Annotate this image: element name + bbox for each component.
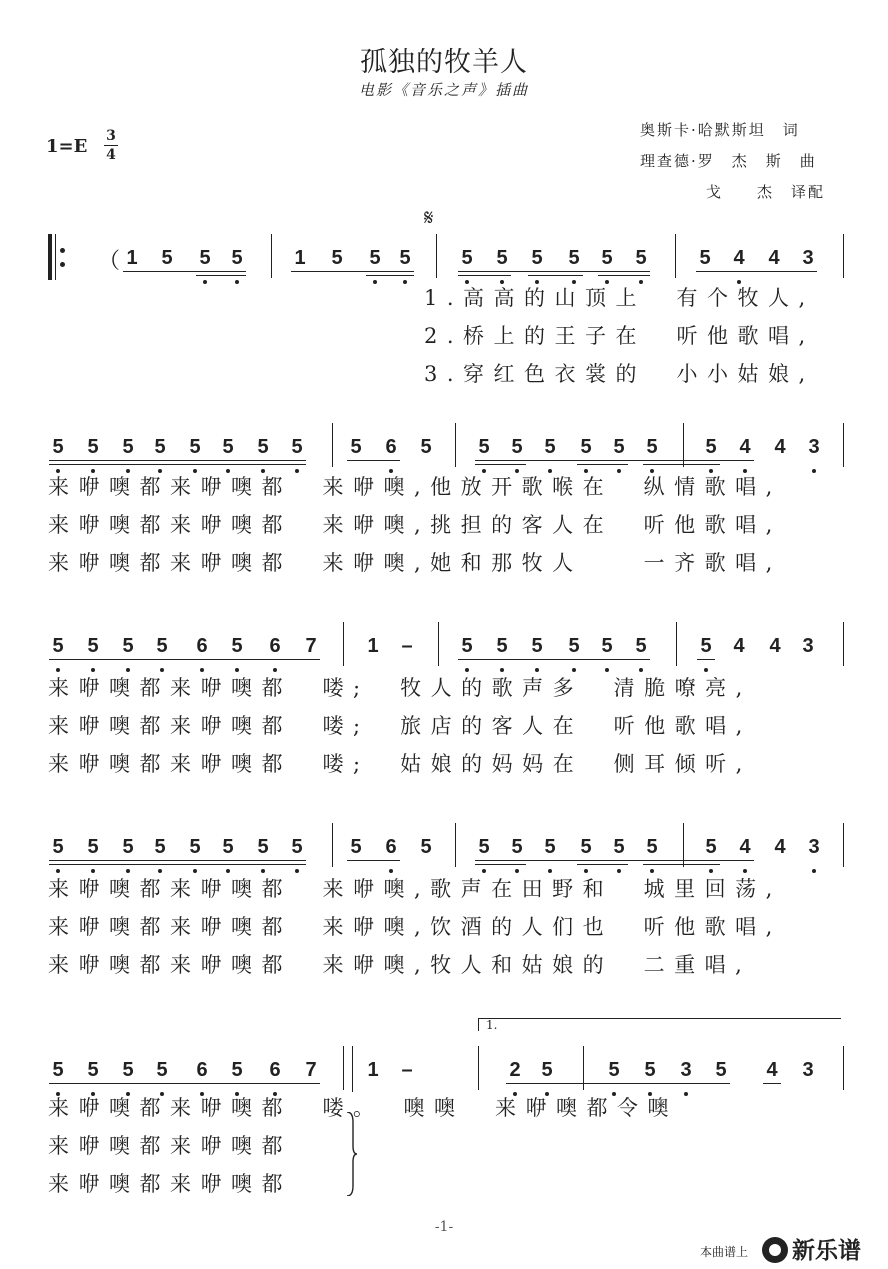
eighth-underline (763, 1083, 781, 1084)
jianpu-note: 5 (541, 1059, 553, 1081)
jianpu-note: 5 (715, 1059, 727, 1081)
jianpu-note: 5 (544, 436, 556, 458)
jianpu-note: 5 (257, 436, 269, 458)
song-subtitle: 电影《音乐之声》插曲 (358, 81, 529, 99)
system-end-bar (352, 1046, 353, 1092)
jianpu-note: 2 (509, 1059, 521, 1081)
jianpu-note: 5 (52, 436, 64, 458)
jianpu-note: 5 (369, 247, 381, 269)
volta-bracket (478, 1018, 841, 1031)
eighth-underline (49, 1083, 320, 1084)
jianpu-note: 5 (222, 836, 234, 858)
jianpu-note: 5 (52, 836, 64, 858)
jianpu-note: 5 (420, 836, 432, 858)
sixteenth-underline (643, 864, 720, 865)
jianpu-note: 5 (87, 436, 99, 458)
sixteenth-underline (598, 275, 650, 276)
jianpu-note: 5 (544, 836, 556, 858)
jianpu-note: 5 (613, 436, 625, 458)
barline (332, 423, 333, 467)
repeat-dot (60, 262, 65, 267)
jianpu-note: 6 (269, 1059, 281, 1081)
jianpu-note: 5 (699, 247, 711, 269)
jianpu-note: 4 (774, 836, 786, 858)
jianpu-note: 5 (580, 836, 592, 858)
repeat-thin-bar (55, 234, 56, 280)
segno-icon: 𝄋 (424, 206, 434, 231)
barline (455, 423, 456, 467)
jianpu-note: 5 (608, 1059, 620, 1081)
jianpu-note: 5 (231, 635, 243, 657)
jianpu-note: 5 (122, 1059, 134, 1081)
jianpu-note: 5 (331, 247, 343, 269)
jianpu-note: 7 (305, 635, 317, 657)
barline (843, 823, 844, 867)
eighth-underline (458, 271, 650, 272)
jianpu-note: 6 (385, 836, 397, 858)
jianpu-note: 4 (739, 436, 751, 458)
jianpu-note: 6 (385, 436, 397, 458)
jianpu-note: 5 (291, 836, 303, 858)
eighth-underline (506, 1083, 730, 1084)
barline (843, 423, 844, 467)
jianpu-note: 5 (613, 836, 625, 858)
jianpu-note: 5 (531, 247, 543, 269)
jianpu-note: 5 (231, 1059, 243, 1081)
jianpu-note: 5 (601, 247, 613, 269)
jianpu-note: 5 (511, 436, 523, 458)
eighth-underline (49, 460, 306, 461)
lyric-line: 来咿噢都来咿噢都 来咿噢,她和那牧人 一齐歌唱, (48, 551, 782, 575)
lyric-line: 来咿噢都来咿噢都 喽; 旅店的客人在 听他歌唱, (48, 714, 752, 738)
jianpu-note: 5 (189, 836, 201, 858)
time-signature-top: 3 (106, 128, 116, 144)
jianpu-note: 5 (496, 635, 508, 657)
barline (843, 1046, 844, 1090)
jianpu-note: 5 (461, 635, 473, 657)
eighth-underline (696, 271, 817, 272)
jianpu-note: 1 (367, 635, 379, 657)
jianpu-note: 5 (635, 247, 647, 269)
jianpu-note: 7 (305, 1059, 317, 1081)
jianpu-note: 5 (122, 635, 134, 657)
jianpu-note: 3 (680, 1059, 692, 1081)
jianpu-note: 5 (350, 436, 362, 458)
jianpu-note: 4 (733, 247, 745, 269)
lyric-line: 来咿噢都来咿噢都 来咿噢,挑担的客人在 听他歌唱, (48, 513, 782, 537)
octave-dot (403, 280, 407, 284)
eighth-underline (702, 860, 754, 861)
octave-dot (203, 280, 207, 284)
page-number: -1- (434, 1219, 454, 1235)
jianpu-note: 5 (461, 247, 473, 269)
jianpu-note: – (401, 635, 413, 657)
jianpu-note: 6 (196, 635, 208, 657)
jianpu-note: 3 (802, 635, 814, 657)
jianpu-note: 5 (399, 247, 411, 269)
lyric-line: 来咿噢都来咿噢都 (48, 1172, 292, 1196)
octave-dot (373, 280, 377, 284)
footer-caption: 本曲谱上 (700, 1245, 749, 1259)
barline (438, 622, 439, 666)
octave-dot (812, 469, 816, 473)
barline (436, 234, 437, 278)
jianpu-note: 5 (154, 436, 166, 458)
jianpu-note: 5 (87, 1059, 99, 1081)
jianpu-note: 5 (222, 436, 234, 458)
lyric-line: 来咿噢都来咿噢都 来咿噢,他放开歌喉在 纵情歌唱, (48, 475, 782, 499)
key-signature: 1=E (46, 136, 88, 157)
jianpu-note: 4 (739, 836, 751, 858)
jianpu-note: 5 (646, 836, 658, 858)
jianpu-note: 5 (156, 1059, 168, 1081)
jianpu-note: 4 (768, 247, 780, 269)
lyric-line: 来咿噢都来咿噢都 喽。 噢噢 来咿噢都令噢 (48, 1096, 678, 1120)
jianpu-note: 5 (705, 836, 717, 858)
jianpu-note: 5 (646, 436, 658, 458)
jianpu-note: – (401, 1059, 413, 1081)
eighth-underline (702, 460, 754, 461)
jianpu-note: 5 (156, 635, 168, 657)
jianpu-note: 4 (769, 635, 781, 657)
jianpu-note: 5 (420, 436, 432, 458)
sixteenth-underline (475, 464, 526, 465)
barline (583, 1046, 584, 1090)
lyric-line: 3.穿红色衣裳的 小小姑娘, (424, 362, 815, 386)
eighth-underline (347, 460, 400, 461)
jianpu-note: 5 (644, 1059, 656, 1081)
eighth-underline (49, 659, 320, 660)
credit-translator: 戈 杰 译配 (706, 183, 826, 201)
jianpu-note: 5 (161, 247, 173, 269)
barline (843, 622, 844, 666)
volta-number: 1. (486, 1018, 498, 1032)
lyric-line: 来咿噢都来咿噢都 喽; 姑娘的妈妈在 侧耳倾听, (48, 752, 752, 776)
barline (343, 622, 344, 666)
sixteenth-underline (577, 464, 628, 465)
sixteenth-underline (475, 864, 526, 865)
barline (343, 1046, 344, 1090)
jianpu-note: 5 (257, 836, 269, 858)
jianpu-note: 3 (808, 436, 820, 458)
lyric-line: 来咿噢都来咿噢都 来咿噢,饮酒的人们也 听他歌唱, (48, 915, 782, 939)
credit-composer: 理查德·罗 杰 斯 曲 (640, 152, 817, 170)
sixteenth-underline (196, 275, 246, 276)
jianpu-note: 5 (122, 836, 134, 858)
octave-dot (684, 1092, 688, 1096)
jianpu-note: 3 (802, 1059, 814, 1081)
credit-lyricist: 奥斯卡·哈默斯坦 词 (640, 121, 800, 139)
repeat-dot (60, 248, 65, 253)
jianpu-note: 4 (766, 1059, 778, 1081)
time-signature-bottom: 4 (106, 147, 116, 163)
jianpu-note: 5 (478, 436, 490, 458)
jianpu-note: 4 (733, 635, 745, 657)
barline (683, 423, 684, 467)
octave-dot (235, 280, 239, 284)
barline (675, 234, 676, 278)
jianpu-note: 5 (291, 436, 303, 458)
sixteenth-underline (49, 464, 306, 465)
sixteenth-underline (643, 464, 720, 465)
lyric-line: 来咿噢都来咿噢都 喽; 牧人的歌声多 清脆嘹亮, (48, 676, 752, 700)
lyric-line: 1.高高的山顶上 有个牧人, (424, 286, 815, 310)
jianpu-note: 5 (189, 436, 201, 458)
jianpu-note: 6 (269, 635, 281, 657)
jianpu-note: 3 (802, 247, 814, 269)
eighth-underline (123, 271, 246, 272)
barline (455, 823, 456, 867)
time-signature (104, 128, 118, 163)
jianpu-note: 5 (478, 836, 490, 858)
sixteenth-underline (528, 275, 583, 276)
lyric-line: 2.桥上的王子在 听他歌唱, (424, 324, 815, 348)
eighth-underline (291, 271, 414, 272)
jianpu-note: 5 (635, 635, 647, 657)
jianpu-note: 5 (531, 635, 543, 657)
barline (843, 234, 844, 278)
jianpu-note: 5 (511, 836, 523, 858)
jianpu-note: 5 (52, 1059, 64, 1081)
sixteenth-underline (577, 864, 628, 865)
barline (683, 823, 684, 867)
jianpu-note: 1 (294, 247, 306, 269)
lyric-line: 来咿噢都来咿噢都 来咿噢,牧人和姑娘的 二重唱, (48, 953, 752, 977)
brace-icon (345, 1112, 357, 1196)
jianpu-note: 5 (580, 436, 592, 458)
lyric-line: 来咿噢都来咿噢都 (48, 1134, 292, 1158)
barline (478, 1046, 479, 1090)
repeat-thick-bar (48, 234, 52, 280)
sixteenth-underline (458, 275, 511, 276)
sixteenth-underline (366, 275, 414, 276)
jianpu-note: 5 (568, 247, 580, 269)
jianpu-note: 5 (87, 635, 99, 657)
jianpu-note: 1 (367, 1059, 379, 1081)
jianpu-note: 5 (350, 836, 362, 858)
barline (676, 622, 677, 666)
eighth-underline (49, 860, 306, 861)
jianpu-note: 5 (496, 247, 508, 269)
song-title: 孤独的牧羊人 (360, 47, 528, 78)
jianpu-note: 4 (774, 436, 786, 458)
jianpu-note: 5 (87, 836, 99, 858)
sixteenth-underline (49, 864, 306, 865)
eighth-underline (697, 659, 715, 660)
jianpu-note: 5 (231, 247, 243, 269)
lyric-line: 来咿噢都来咿噢都 来咿噢,歌声在田野和 城里回荡, (48, 877, 782, 901)
octave-dot (812, 869, 816, 873)
jianpu-note: 5 (601, 635, 613, 657)
jianpu-note: 5 (122, 436, 134, 458)
jianpu-note: 5 (199, 247, 211, 269)
barline (271, 234, 272, 278)
jianpu-note: 3 (808, 836, 820, 858)
eighth-underline (458, 659, 650, 660)
footer-logo: 新乐谱 (792, 1237, 861, 1263)
jianpu-note: 5 (154, 836, 166, 858)
open-paren: （ (98, 249, 121, 274)
jianpu-note: 5 (52, 635, 64, 657)
jianpu-note: 5 (705, 436, 717, 458)
barline (332, 823, 333, 867)
jianpu-note: 1 (126, 247, 138, 269)
jianpu-note: 6 (196, 1059, 208, 1081)
jianpu-note: 5 (700, 635, 712, 657)
jianpu-note: 5 (568, 635, 580, 657)
eighth-underline (347, 860, 400, 861)
